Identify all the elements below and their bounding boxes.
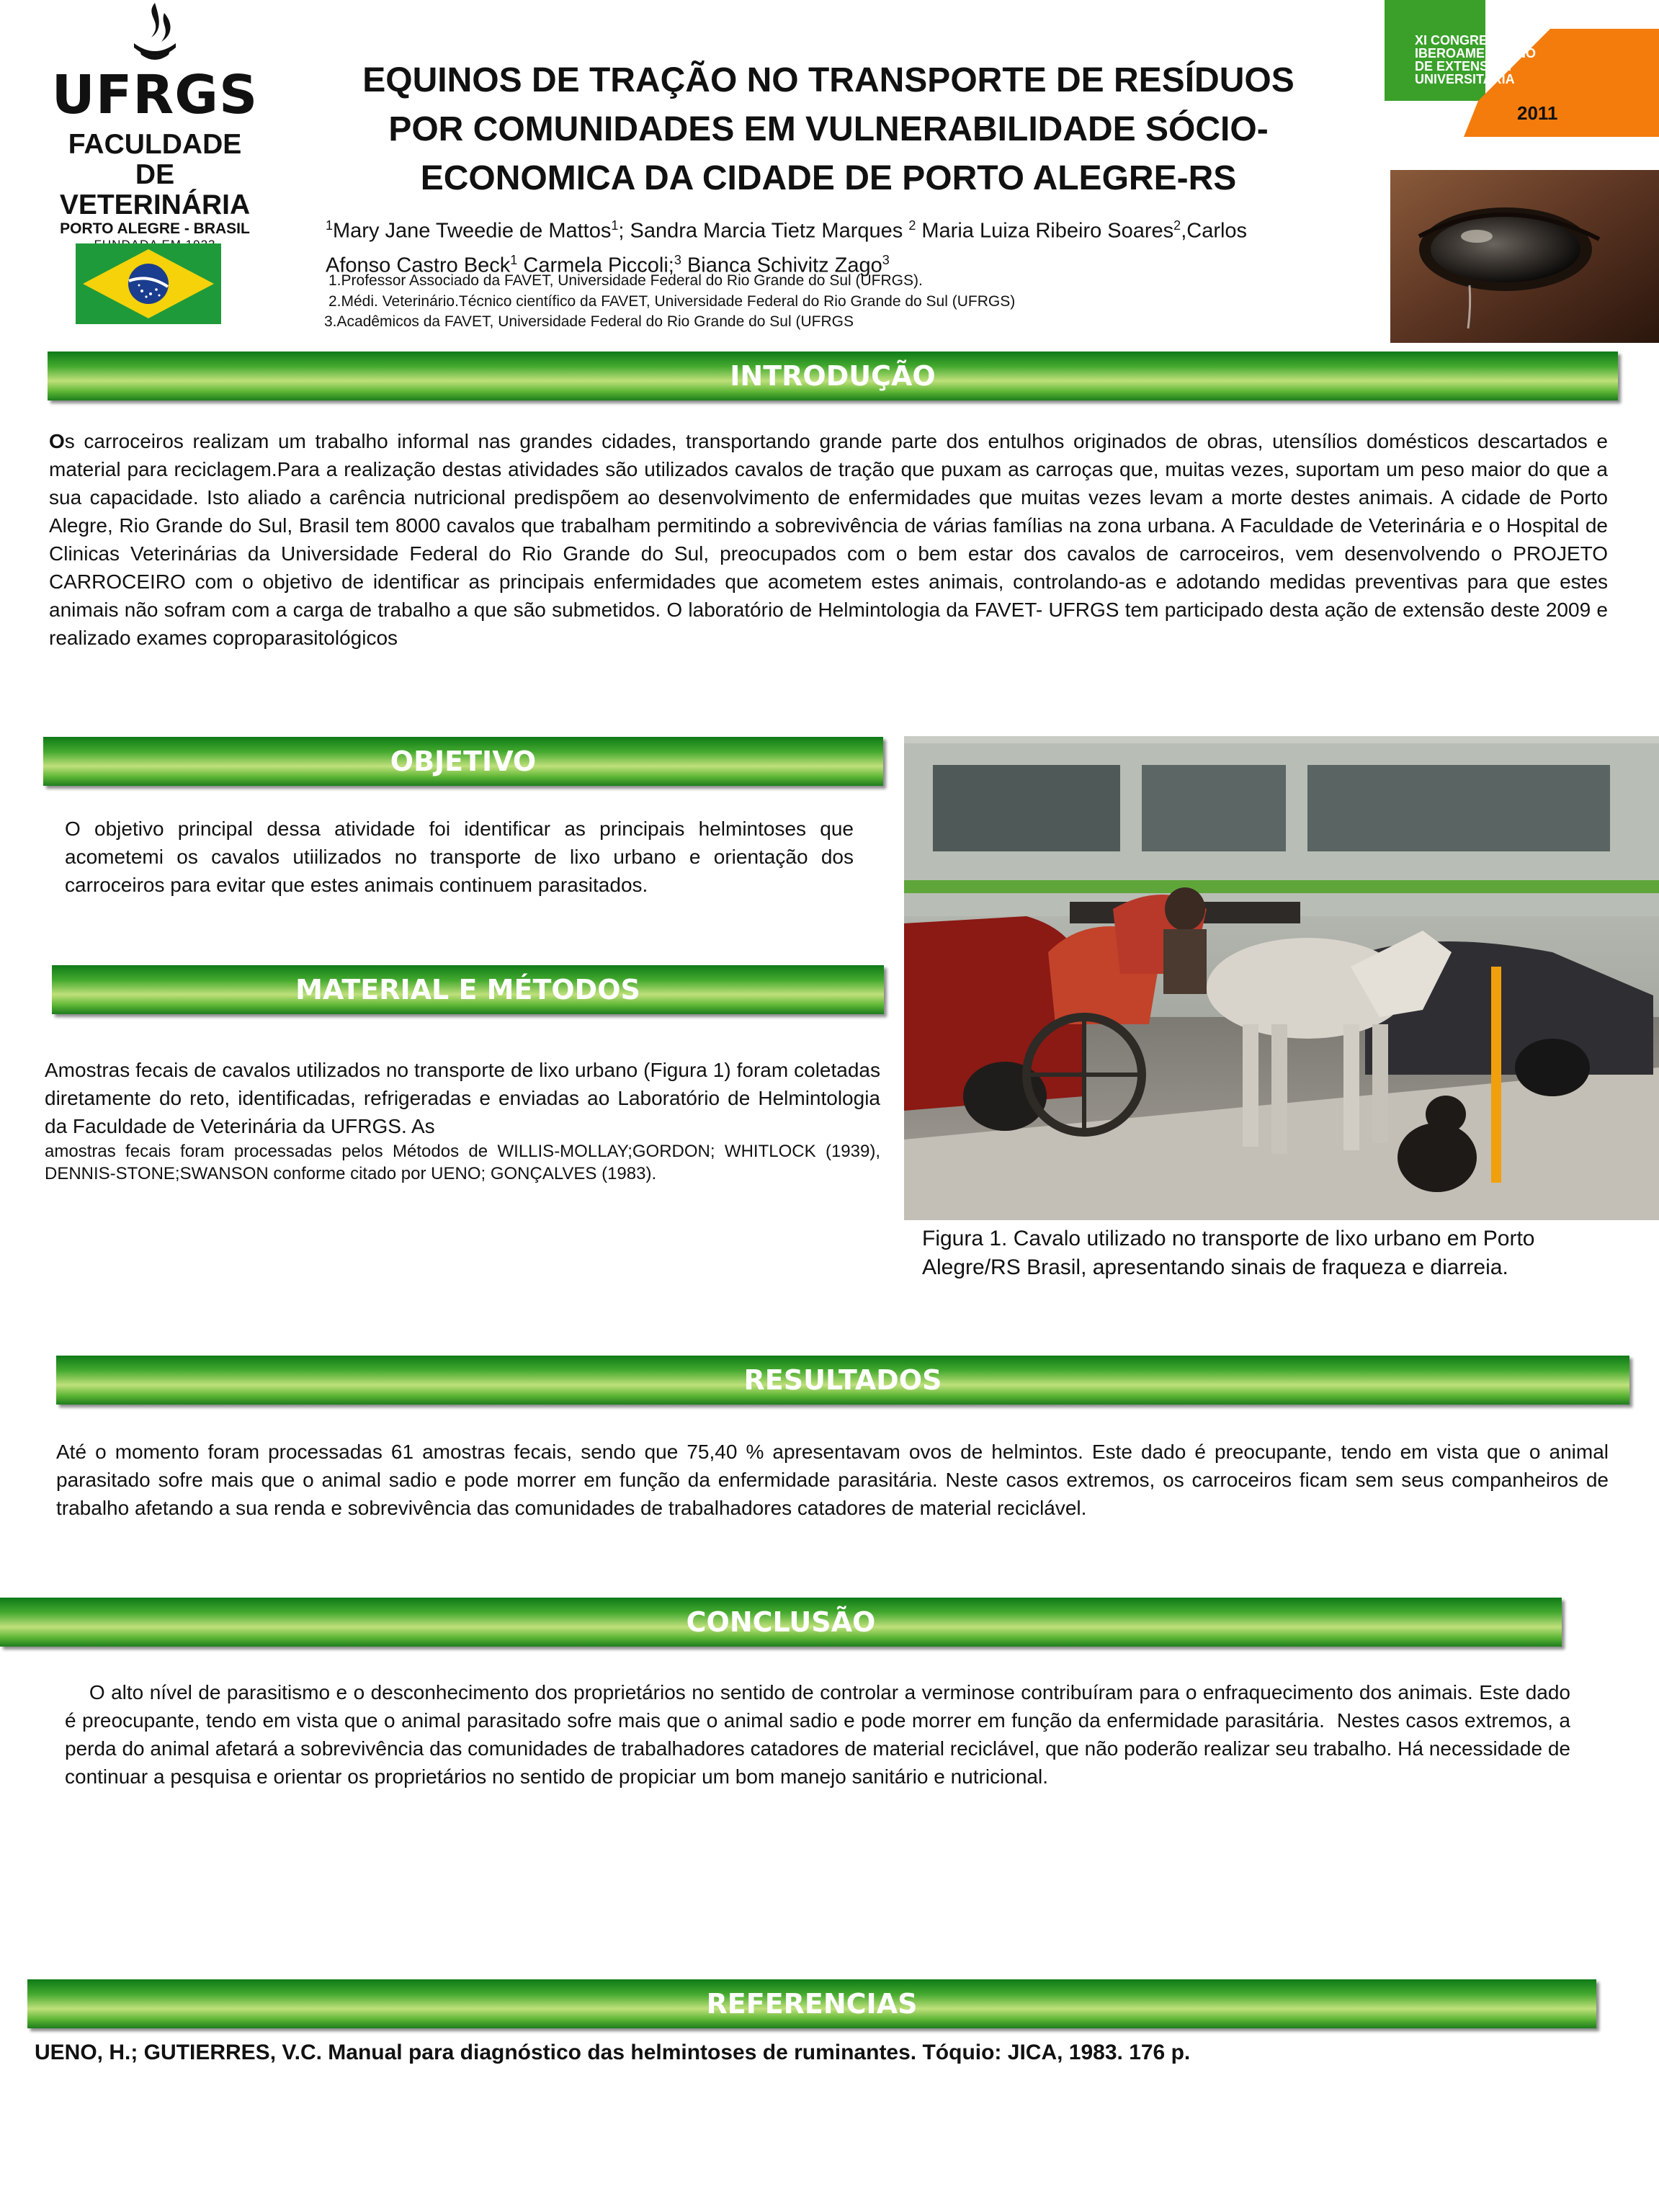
intro-body: s carroceiros realizam um trabalho informal nas grandes cidades, transportando grande parte dos entulhos originados de obras, utensílios domésticos descartados e material para reciclagem.Para a realização destas atividades são utilizados cavalos de tração que puxam as carroças que, muitas vezes, suportam um peso maior do que a sua capacidade. Isto aliado a carência nutricional predispõem ao desenvolvimento de enfermidades que muitas vezes levam a morte destes animais. A cidade de Porto Alegre, Rio Grande do Sul, Brasil tem 8000 cavalos que trabalham permitindo a sobrevivência de várias famílias na zona urbana. A Faculdade de Veterinária e o Hospital de Clinicas Veterinárias da Universidade Federal do Rio Grande do Sul, preocupados com o bem estar dos cavalos de carroceiros, vem desenvolvendo o PROJETO CARROCEIRO com o objetivo de identificar as principais enfermidades que acometem estes animais, controlando-as e adotando medidas preventivas para que estes animais não sofram com a carga de trabalho a que são submetidos. O laboratório de Helmintologia da FAVET- UFRGS tem participado desta ação de extensão deste 2009 e realizado exames coproparasitológicos (49, 430, 1608, 649)
author-list (326, 211, 1370, 279)
poster-title (288, 56, 1369, 203)
affiliation-1: 1.Professor Associado da FAVET, Universidade Federal do Rio Grande do Sul (UFRGS). (328, 272, 923, 289)
congress-line3: DE EXTENSION (1415, 59, 1512, 73)
objective-heading-bar: OBJETIVO (43, 737, 883, 786)
author-name: ,Carlos (1181, 219, 1248, 243)
author-name: Afonso Castro Beck (326, 254, 511, 277)
author-sup: 1 (326, 218, 334, 233)
congress-line1: XI CONGRESO (1415, 33, 1507, 48)
figure-caption: Figura 1. Cavalo utilizado no transporte de lixo urbano em Porto Alegre/RS Brasil, apresentando sinais de fraqueza e diarreia. (922, 1227, 1535, 1279)
logo-location: PORTO ALEGRE - BRASIL (60, 220, 250, 237)
congress-year: 2011 (1517, 102, 1558, 124)
reference-entry: UENO, H.; GUTIERRES, V.C. Manual para diagnóstico das helmintoses de ruminantes. Tóquio: JICA, 1983. 176 p. (35, 2041, 1191, 2064)
author-name: Bianca Schivitz Zago (681, 254, 882, 277)
faculty-line1: FACULDADE DE (68, 129, 242, 190)
conclusion-text: O alto nível de parasitismo e o desconhecimento dos proprietários no sentido de controlar a verminose contribuíram para o enfraquecimento dos animais. Este dado é preocupante, tendo em vista que o animal parasitado sofre mais que o animal sadio e pode morrer em função da enfermidade parasitária. Nestes casos extremos, a perda do animal afetará a sobrevivência das comunidades de trabalhadores catadores de material reciclável, que não poderão realizar seu trabalho. Há necessidade de continuar a pesquisa e orientar os proprietários no sentido de propiciar um bom manejo sanitário e nutricional. (65, 1681, 1576, 1788)
congress-logo-graphic (1341, 0, 1659, 137)
methods-heading-bar: MATERIAL E MÉTODOS (52, 965, 884, 1014)
ufrgs-wordmark: UFRGS (51, 64, 259, 126)
methods-body: Amostras fecais de cavalos utilizados no transporte de lixo urbano (Figura 1) foram coletadas diretamente do reto, identificadas, refrigeradas e enviadas ao Laboratório de Helmintologia da Faculdade de Veterinária da UFRGS. As (45, 1059, 880, 1137)
horse-eye-photo (1390, 170, 1659, 343)
results-text: Até o momento foram processadas 61 amostras fecais, sendo que 75,40 % apresentavam ovos de helmintos. Este dado é preocupante, tendo em vista que o animal parasitado sofre mais que o animal sadio e pode morrer em função da enfermidade parasitária. Neste casos extremos, os carroceiros ficam sem seus companheiros de trabalho afetando a sua renda e sobrevivência das comunidades de trabalhadores catadores de material reciclável. (56, 1441, 1609, 1519)
brazil-flag (76, 243, 221, 324)
methods-text (45, 1056, 880, 1185)
author-name: Mary Jane Tweedie de Mattos (333, 219, 612, 243)
conclusion-heading-bar: CONCLUSÃO (0, 1598, 1562, 1647)
congress-line4: UNIVERSITARIA (1415, 72, 1515, 86)
author-name: ; Sandra Marcia Tietz Marques (618, 219, 909, 243)
author-sup: 2 (1173, 218, 1181, 233)
author-sup: 1 (510, 252, 518, 267)
intro-heading-bar: INTRODUÇÃO (48, 351, 1618, 400)
title-line-3: ECONOMICA DA CIDADE DE PORTO ALEGRE-RS (420, 159, 1237, 197)
author-sup: 1 (611, 218, 619, 233)
faculty-line2: VETERINÁRIA (59, 189, 251, 220)
intro-first-letter: O (49, 430, 65, 452)
author-name: Carmela Piccoli; (517, 254, 674, 277)
author-sup: 3 (882, 252, 890, 267)
ufrgs-logo (50, 0, 259, 238)
title-line-2: POR COMUNIDADES EM VULNERABILIDADE SÓCIO- (388, 110, 1269, 148)
affiliation-3: 3.Acadêmicos da FAVET, Universidade Federal do Rio Grande do Sul (UFRGS (324, 313, 854, 330)
flame-icon (122, 0, 187, 65)
author-sup: 3 (674, 252, 681, 267)
objective-text: O objetivo principal dessa atividade foi identificar as principais helmintoses que acometemi os cavalos utiilizados no transporte de lixo urbano e orientação dos carroceiros para evitar que estes animais continuem parasitados. (65, 818, 854, 896)
title-line-1: EQUINOS DE TRAÇÃO NO TRANSPORTE DE RESÍDUOS (362, 61, 1294, 99)
methods-body-small: amostras fecais foram processadas pelos Métodos de WILLIS-MOLLAY;GORDON; WHITLOCK (1939), DENNIS-STONE;SWANSON conforme citado por UENO; GONÇALVES (1983). (45, 1142, 880, 1183)
author-name: Maria Luiza Ribeiro Soares (916, 219, 1174, 243)
congress-logo (1341, 0, 1659, 137)
results-heading-bar: RESULTADOS (56, 1356, 1629, 1405)
references-heading-bar: REFERENCIAS (27, 1979, 1596, 2028)
intro-text (49, 427, 1608, 652)
author-sup: 2 (908, 218, 916, 233)
congress-line2: IBEROAMERICANO (1415, 46, 1537, 61)
horse-cart-photo (904, 736, 1659, 1220)
affiliation-2: 2.Médi. Veterinário.Técnico científico da FAVET, Universidade Federal do Rio Grande do Sul (UFRGS) (328, 293, 1016, 310)
